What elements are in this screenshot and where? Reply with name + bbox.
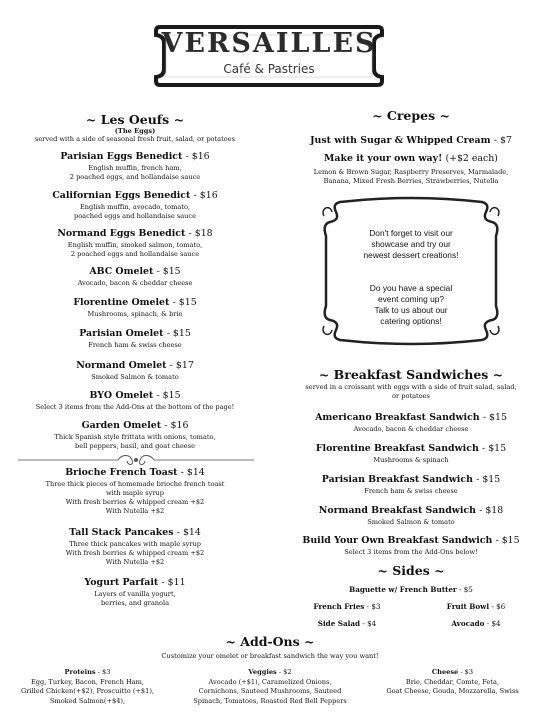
menu-item-desc: Lemon & Brown Sugar, Raspberry Preserves, Marmalade, <box>313 168 509 176</box>
addons-title: ~ Add-Ons ~ <box>225 634 315 649</box>
menu-item-desc: Banana, Mixed Fresh Berries, Strawberries, Nutella <box>323 177 499 185</box>
addons-note: Customize your omelet or breakfast sandwich the way you want! <box>161 652 379 660</box>
menu-item-desc: English muffin, avocado, tomato, <box>79 203 191 211</box>
menu-item-desc: English muffin, french ham, <box>88 164 182 172</box>
addon-cheese: Cheese - $3 Brie, Cheddar, Comte, Feta, Goat Cheese, Gouda, Mozzarella, Swiss <box>386 668 519 696</box>
logo-subtitle: Café & Pastries <box>223 62 315 76</box>
addon-proteins: Proteins - $3 Egg, Turkey, Bacon, French Ham, Grilled Chicken(+$2), Proscuitto (+$1), Smoked Salmon(+$4), <box>21 668 154 705</box>
oeufs-note: served with a side of seasonal fresh fruit, salad, or potatoes <box>35 135 235 143</box>
menu-item-desc: Thick Spanish style frittata with onions, tomato, <box>54 433 216 441</box>
menu-item-desc: poached eggs and hollandaise sauce <box>73 212 196 220</box>
promo-showcase: Don't forget to visit our showcase and try our newest dessert creations! <box>363 228 459 260</box>
menu-item-desc: With fresh berries & whipped cream +$2 <box>65 549 205 557</box>
side-item: Avocado - $4 <box>451 619 501 628</box>
sandwiches-note: served in a croissant with eggs with a side of fruit salad, salad, <box>305 383 517 391</box>
menu-item-desc: with maple syrup <box>106 489 164 497</box>
menu-item: Normand Omelet - $17 <box>76 360 194 371</box>
menu-item: BYO Omelet - $15 <box>89 390 181 401</box>
menu-item: Make it your own way! (+$2 each) <box>324 153 498 164</box>
menu-item: Florentine Omelet - $15 <box>73 297 197 308</box>
side-item: French Fries - $3 <box>313 602 381 611</box>
menu-item-desc: English muffin, smoked salmon, tomato, <box>67 241 203 249</box>
menu-item: Normand Eggs Benedict - $18 <box>57 228 213 239</box>
menu-item-desc: bell peppers, basil, and goat cheese <box>75 442 195 450</box>
promo-catering: Do you have a special event coming up? Talk to us about our catering options! <box>369 283 453 326</box>
flourish-divider <box>18 452 254 468</box>
oeufs-title: ~ Les Oeufs ~ <box>85 112 185 127</box>
menu-item: Parisian Omelet - $15 <box>79 328 191 339</box>
sandwiches-note: or potatoes <box>392 392 430 400</box>
menu-item: Garden Omelet - $16 <box>81 420 189 431</box>
menu-item: Just with Sugar & Whipped Cream - $7 <box>310 135 512 146</box>
menu-item: Florentine Breakfast Sandwich - $15 <box>315 443 507 454</box>
addon-veggies: Veggies - $2 Avocado (+$1), Caramelized Onions, Cornichons, Sauteed Mushrooms, Sauteed Spinach, Tomatoes, Roasted Red Bell Peppers <box>193 668 347 705</box>
menu-item-desc: 2 poached eggs, and hollandaise sauce <box>69 173 201 181</box>
side-item: Fruit Bowl - $6 <box>446 602 506 611</box>
logo-title: VERSAILLES <box>161 28 377 59</box>
menu-item-desc: Mushrooms, spinach, & brie <box>87 310 183 318</box>
menu-item-desc: With fresh berries & whipped cream +$2 <box>65 498 205 506</box>
menu-item-desc: With Nutella +$2 <box>105 558 165 566</box>
side-item: Side Salad - $4 <box>317 619 377 628</box>
menu-item-desc: Mushrooms & spinach <box>373 456 449 464</box>
menu-item: Californian Eggs Benedict - $16 <box>52 190 218 201</box>
menu-item-desc: Three thick pieces of homemade brioche french toast <box>45 480 225 488</box>
sandwiches-title: ~ Breakfast Sandwiches ~ <box>318 367 504 382</box>
menu-item: Parisian Eggs Benedict - $16 <box>60 151 210 162</box>
menu-item: Build Your Own Breakfast Sandwich - $15 <box>302 535 520 546</box>
menu-item-desc: With Nutella +$2 <box>105 507 165 515</box>
menu-item: Tall Stack Pancakes - $14 <box>69 527 201 538</box>
menu-item: Americano Breakfast Sandwich - $15 <box>315 412 507 423</box>
menu-item-desc: berries, and granola <box>100 599 170 607</box>
menu-item-desc: Three thick pancakes with maple syrup <box>69 540 201 548</box>
oeufs-subtitle: (The Eggs) <box>114 127 156 135</box>
menu-item-desc: Select 3 items from the Add-Ons below! <box>344 548 478 556</box>
menu-item-desc: Avocado, bacon & cheddar cheese <box>77 279 193 287</box>
menu-item: Yogurt Parfait - $11 <box>84 577 186 588</box>
crepes-title: ~ Crepes ~ <box>372 108 450 123</box>
menu-item-desc: 2 poached eggs and hollandaise sauce <box>70 250 200 258</box>
menu-item: Brioche French Toast - $14 <box>65 467 205 478</box>
menu-item-desc: Select 3 items from the Add-Ons at the bottom of the page! <box>35 403 235 411</box>
sides-title: ~ Sides ~ <box>377 563 445 578</box>
menu-item-desc: Smoked Salmon & tomato <box>367 518 455 526</box>
menu-item-desc: Smoked Salmon & tomato <box>91 373 179 381</box>
menu-item: ABC Omelet - $15 <box>89 266 181 277</box>
menu-item-desc: Avocado, bacon & cheddar cheese <box>353 425 469 433</box>
menu-item-desc: French ham & swiss cheese <box>364 487 458 495</box>
menu-item: Parisian Breakfast Sandwich - $15 <box>321 474 501 485</box>
side-item: Baguette w/ French Butter - $5 <box>349 585 473 594</box>
menu-item-desc: French ham & swiss cheese <box>88 341 182 349</box>
menu-item-desc: Layers of vanilla yogurt, <box>94 590 176 598</box>
menu-item: Normand Breakfast Sandwich - $18 <box>318 505 504 516</box>
